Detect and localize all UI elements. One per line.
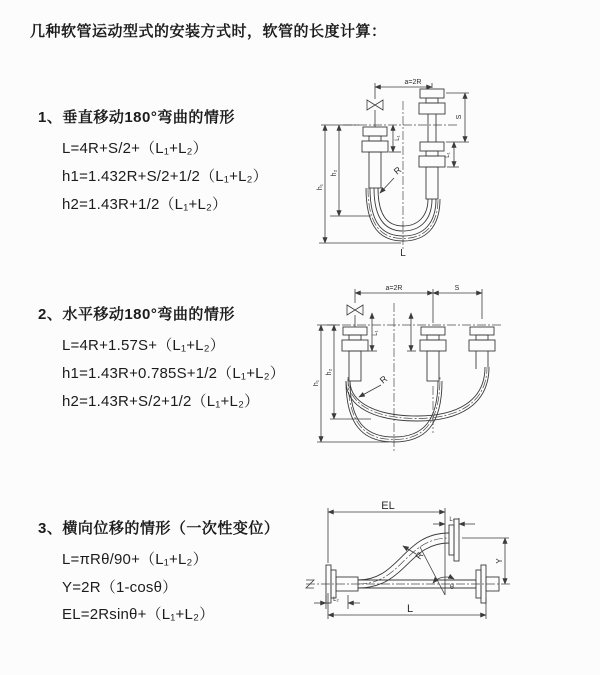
label-length: L [400,248,406,259]
label-fitting-l1: L₁ [449,517,455,523]
label-el: EL [381,500,395,512]
diagram-horizontal-move-180 [313,283,568,463]
centerline [306,580,510,588]
label-stroke-s: S [454,285,460,292]
centerlines [343,101,459,251]
label-fitting-right: L₁ [445,152,451,158]
label-h1: h₁ [313,379,320,387]
hose-u-wide [346,367,489,421]
label-span: a=2R [385,285,403,292]
page-title: 几种软管运动型式的安装方式时，软管的长度计算： [30,23,387,40]
dimension-span-a2r [375,83,432,99]
middle-fitting [420,327,446,381]
diagram-vertical-move-180 [313,75,568,260]
dimension-el [328,508,445,595]
right-fitting [469,327,495,369]
valve-icon [347,305,363,327]
label-radius: R [377,373,390,386]
radius-leader [359,385,381,397]
left-fitting [342,327,368,381]
radius-leader [403,546,416,554]
section-2-formula-L: L=4R+1.57S+（L₁+L₂） [62,337,225,354]
section-3-formula-EL: EL=2Rsinθ+（L₁+L₂） [62,606,215,623]
label-theta: θ [450,584,454,591]
label-fitting-l2: L₂ [333,597,339,603]
diagram-lateral-displacement [300,497,600,637]
radius-leader [380,178,394,193]
label-fitting: L₁ [373,330,379,336]
label-h2: h₂ [331,169,338,177]
label-span: a=2R [404,79,422,86]
section-2-heading: 2、水平移动180°弯曲的情形 [38,306,235,323]
label-radius: R [391,164,404,177]
section-1-formula-h1: h1=1.432R+S/2+1/2（L₁+L₂） [62,168,268,185]
section-2-formula-h2: h2=1.43R+S/2+1/2（L₁+L₂） [62,393,260,410]
section-1-formula-h2: h2=1.43R+1/2（L₁+L₂） [62,196,228,213]
dimension-top [355,289,482,323]
section-3-heading: 3、横向位移的情形（一次性变位） [38,520,280,537]
label-h2: h₂ [326,368,333,376]
section-3-formula-L: L=πRθ/90+（L₁+L₂） [62,551,208,568]
section-2-formula-h1: h1=1.43R+0.785S+1/2（L₁+L₂） [62,365,285,382]
section-1-formula-L: L=4R+S/2+（L₁+L₂） [62,140,208,157]
label-length: L [407,603,414,615]
dimension-h-lines [317,325,389,442]
valve-icon [367,100,383,127]
label-fitting-left: L₁ [395,135,401,141]
upper-flange-displaced [449,519,459,561]
label-radius: R [413,550,426,562]
label-stroke-s: S [456,114,463,120]
section-3-formula-Y: Y=2R（1-cosθ） [62,579,178,596]
section-1-heading: 1、垂直移动180°弯曲的情形 [38,109,235,126]
label-y: Y [495,558,504,564]
centerlines [327,303,501,453]
label-h1: h₁ [317,183,324,191]
left-fitting [362,127,388,188]
right-pipe-two-positions [419,89,445,199]
